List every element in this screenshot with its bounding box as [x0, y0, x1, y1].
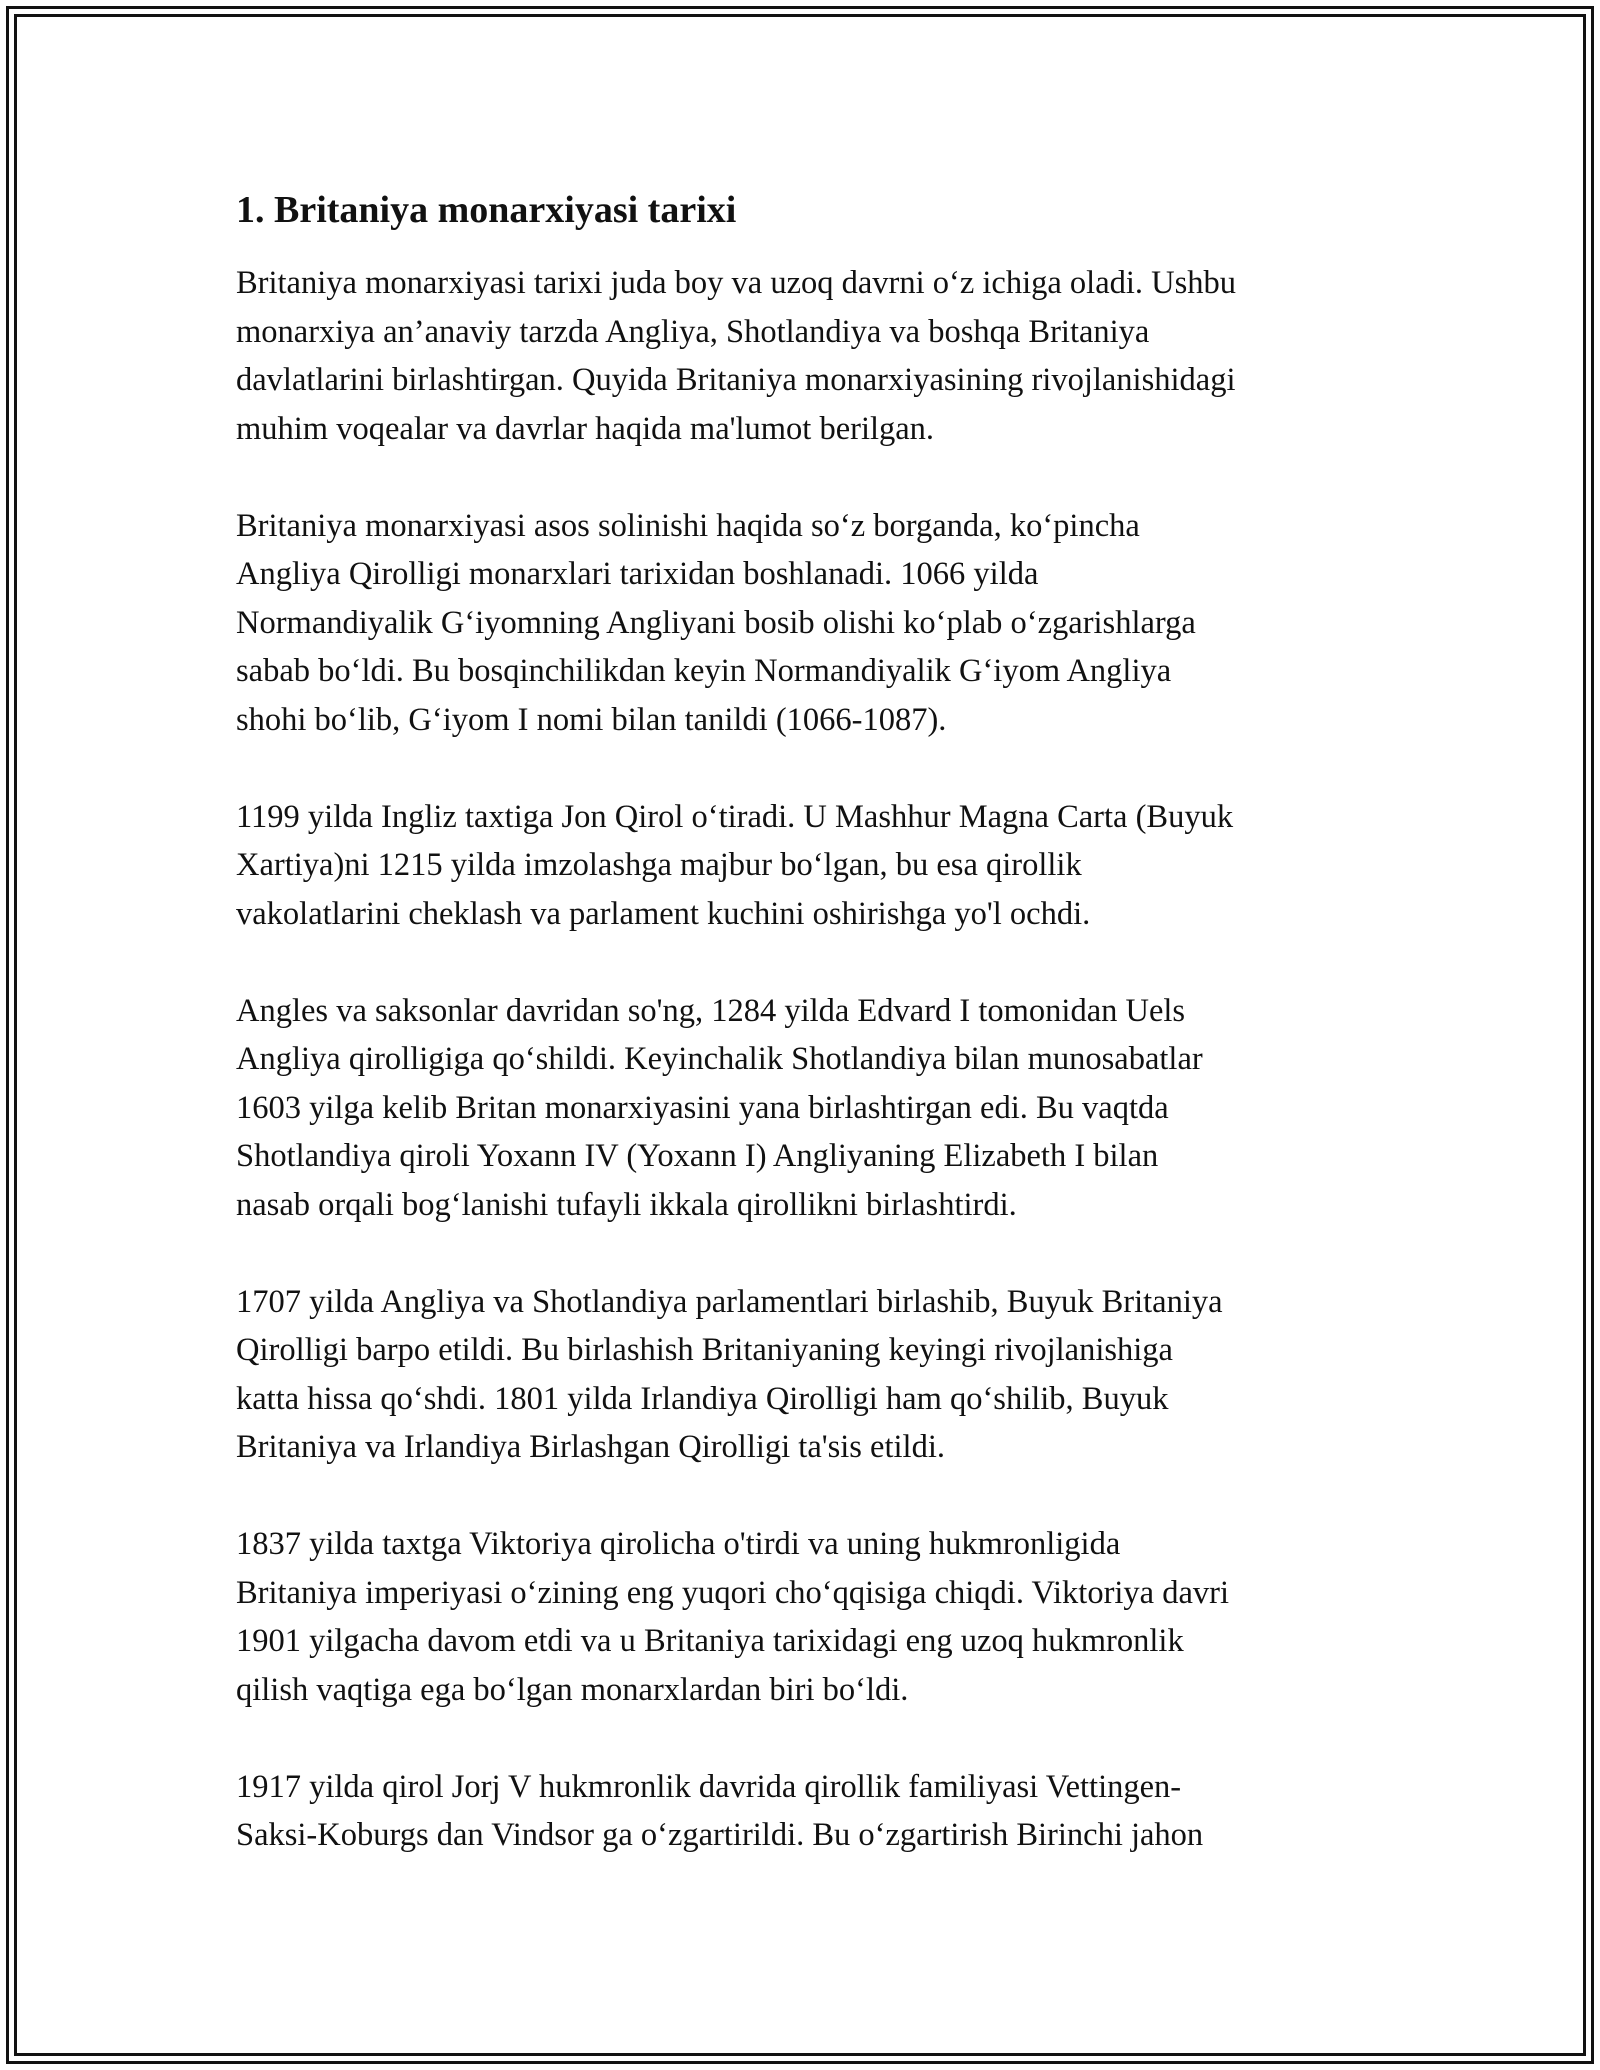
paragraph-windsor: 1917 yilda qirol Jorj V hukmronlik davrida qirollik familiyasi Vettingen- Saksi-Koburgs dan Vindsor ga o‘zgartirildi. Bu o‘zgartirish Birinchi jahon [236, 1768, 1204, 1853]
paragraph-union: 1707 yilda Angliya va Shotlandiya parlamentlari birlashib, Buyuk Britaniya Qirolligi barpo etildi. Bu birlashish Britaniyaning keyingi rivojlanishiga katta hissa qo‘shdi. 1801 yilda Irlandiya Qirolligi ham qo‘shilib, Buyuk Britaniya va Irlandiya Birlashgan Qirolligi ta'sis etildi. [236, 1283, 1223, 1465]
paragraph-wales-scotland: Angles va saksonlar davridan so'ng, 1284 yilda Edvard I tomonidan Uels Angliya qirolligiga qo‘shildi. Keyinchalik Shotlandiya bilan munosabatlar 1603 yilga kelib Britan monarxiyasini yana birlashtirgan edi. Bu vaqtda Shotlandiya qiroli Yoxann IV (Yoxann I) Angliyaning Elizabeth I bilan nasab orqali bog‘lanishi tufayli ikkala qirollikni birlashtirdi. [236, 992, 1203, 1223]
paragraph-norman-conquest: Britaniya monarxiyasi asos solinishi haqida so‘z borganda, ko‘pincha Angliya Qirolligi monarxlari tarixidan boshlanadi. 1066 yilda Normandiyalik G‘iyomning Angliyani bosib olishi ko‘plab o‘zgarishlarga sabab bo‘ldi. Bu bosqinchilikdan keyin Normandiyalik G‘iyom Angliya shohi bo‘lib, G‘iyom I nomi bilan tanildi (1066-1087). [236, 507, 1196, 738]
section-heading: 1. Britaniya monarxiyasi tarixi [236, 189, 737, 231]
paragraph-victoria: 1837 yilda taxtga Viktoriya qirolicha o'tirdi va uning hukmronligida Britaniya imperiyasi o‘zining eng yuqori cho‘qqisiga chiqdi. Viktoriya davri 1901 yilgacha davom etdi va u Britaniya tarixidagi eng uzoq hukmronlik qilish vaqtiga ega bo‘lgan monarxlardan biri bo‘ldi. [236, 1526, 1229, 1708]
document-body [236, 185, 1376, 1908]
paragraph-intro: Britaniya monarxiyasi tarixi juda boy va uzoq davrni o‘z ichiga oladi. Ushbu monarxiya an’anaviy tarzda Angliya, Shotlandiya va boshqa Britaniya davlatlarini birlashtirgan. Quyida Britaniya monarxiyasining rivojlanishidagi muhim voqealar va davrlar haqida ma'lumot berilgan. [236, 265, 1237, 447]
paragraph-magna-carta: 1199 yilda Ingliz taxtiga Jon Qirol o‘tiradi. U Mashhur Magna Carta (Buyuk Xartiya)ni 1215 yilda imzolashga majbur bo‘lgan, bu esa qirollik vakolatlarini cheklash va parlament kuchini oshirishga yo'l ochdi. [236, 798, 1234, 932]
